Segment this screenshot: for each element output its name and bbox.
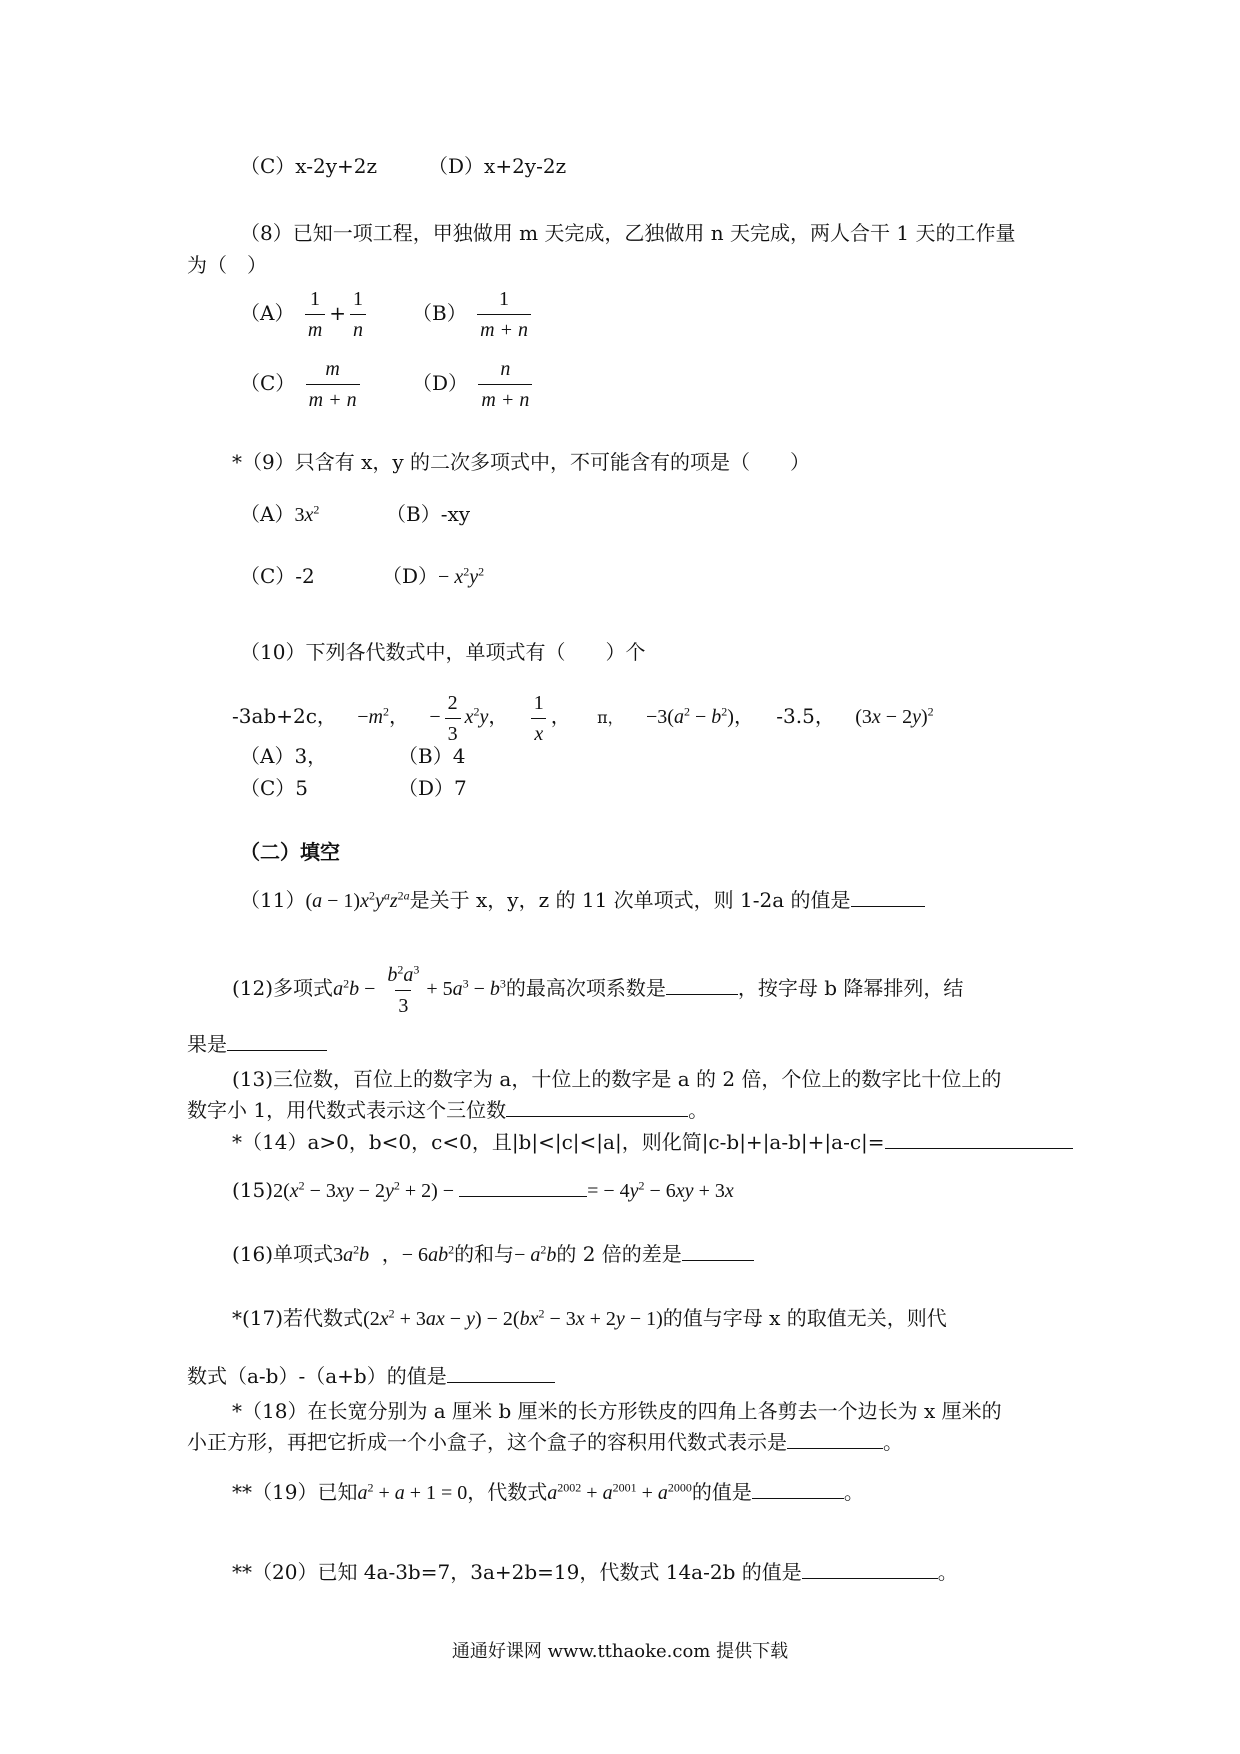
- q17-line1: *(17)若代数式$(2x^2 + 3ax - y) - 2(bx^2 - 3x + 2y - 1)$的值与字母 x 的取值无关，则代: [232, 1306, 947, 1330]
- q9-option-b: （B）-xy: [386, 502, 471, 526]
- q19: **（19）已知$a^2 + a + 1 = 0$，代数式$a^{2002} + a^{2001} + a^{2000}$的值是 。: [232, 1480, 864, 1504]
- q17-line2: 数式（a-b）-（a+b）的值是: [187, 1362, 555, 1390]
- q9-option-a: $(A)3x^2$: [240, 502, 320, 526]
- q10-terms: -3ab+2c， $-m^2$， − $\frac{2}{3}$ $x^2y$， $\frac{1}{x}$ ， π， $-3(a^2 - b^2)$， -3.5， $(3x - 2y)^2$: [232, 692, 934, 745]
- q8-stem-line1: （8）已知一项工程，甲独做用 m 天完成，乙独做用 n 天完成，两人合干 1 天的工作量: [240, 221, 1016, 245]
- q12-line2: 果是: [187, 1030, 327, 1058]
- q11: $(11)(a - 1)x^2y^az^{2a}$是关于 x，y，z 的 11 次单项式，则 1-2a 的值是: [240, 886, 925, 915]
- q8-option-c: （C） $\frac{m}{m + n}$: [240, 356, 364, 413]
- q10-option-d: （D）7: [398, 776, 467, 800]
- q13-line2: 数字小 1，用代数式表示这个三位数 。: [187, 1098, 709, 1122]
- q20-answer-blank[interactable]: [802, 1558, 938, 1579]
- q15-answer-blank[interactable]: [459, 1176, 587, 1197]
- q12-line1: (12)多项式$a^2b$ − $\frac{b^2a^3}{3}$ + $5a^3 - b^3$的最高次项系数是 ，按字母 b 降幂排列，结: [232, 962, 964, 1017]
- q8-option-b: （B） $\frac{1}{m + n}$: [412, 286, 535, 343]
- q10-option-a: （A）3，: [240, 744, 328, 768]
- q9-stem: *（9）只含有 x，y 的二次多项式中，不可能含有的项是（ ）: [232, 450, 811, 474]
- q17-answer-blank[interactable]: [447, 1362, 555, 1383]
- q8-option-d: （D） $\frac{n}{m + n}$: [412, 356, 536, 413]
- q19-answer-blank[interactable]: [752, 1478, 844, 1499]
- q13-line1: (13)三位数，百位上的数字为 a，十位上的数字是 a 的 2 倍，个位上的数字比十位上的: [232, 1067, 1002, 1091]
- q14: *（14）a>0，b<0，c<0，且|b|<|c|<|a|，则化简|c-b|+|a-b|+|a-c|=: [232, 1128, 1073, 1156]
- q9-option-c: （C）-2: [240, 564, 315, 588]
- page-footer: 通通好课网 www.tthaoke.com 提供下载: [451, 1641, 789, 1662]
- q11-answer-blank[interactable]: [851, 886, 925, 907]
- q12-result-blank[interactable]: [227, 1030, 327, 1051]
- q16: (16)单项式$3a^2b$ ，− $6ab^2$的和与− $a^2b$的 2 倍的差是: [232, 1240, 754, 1269]
- q10-option-c: （C）5: [240, 776, 309, 800]
- q18-line2: 小正方形，再把它折成一个小盒子，这个盒子的容积用代数式表示是 。: [187, 1430, 903, 1454]
- q8-option-a: （A） $\frac{1}{m}$ + $\frac{1}{n}$: [240, 286, 370, 343]
- q9-option-d: $(D)- x^2y^2$: [382, 564, 485, 588]
- q14-answer-blank[interactable]: [885, 1128, 1073, 1149]
- q13-answer-blank[interactable]: [506, 1096, 688, 1117]
- q8-stem-line2: 为（ ）: [187, 253, 267, 277]
- q7-option-d: （D）x+2y-2z: [428, 154, 567, 178]
- q10-option-b: （B）4: [398, 744, 466, 768]
- section-heading: （二）填空: [240, 840, 340, 864]
- q18-line1: *（18）在长宽分别为 a 厘米 b 厘米的长方形铁皮的四角上各剪去一个边长为 x 厘米的: [232, 1399, 1002, 1423]
- q20: **（20）已知 4a-3b=7，3a+2b=19，代数式 14a-2b 的值是 。: [232, 1560, 958, 1584]
- q18-answer-blank[interactable]: [787, 1428, 883, 1449]
- q15: $(15)2(x^2 - 3xy - 2y^2 + 2)$ − = − $4y^2 - 6xy + 3x$: [232, 1178, 734, 1202]
- q10-stem: （10）下列各代数式中，单项式有（ ）个: [240, 640, 646, 664]
- q12-coefficient-blank[interactable]: [666, 974, 738, 995]
- q7-option-c: （C）x-2y+2z: [240, 154, 378, 178]
- q16-answer-blank[interactable]: [682, 1240, 754, 1261]
